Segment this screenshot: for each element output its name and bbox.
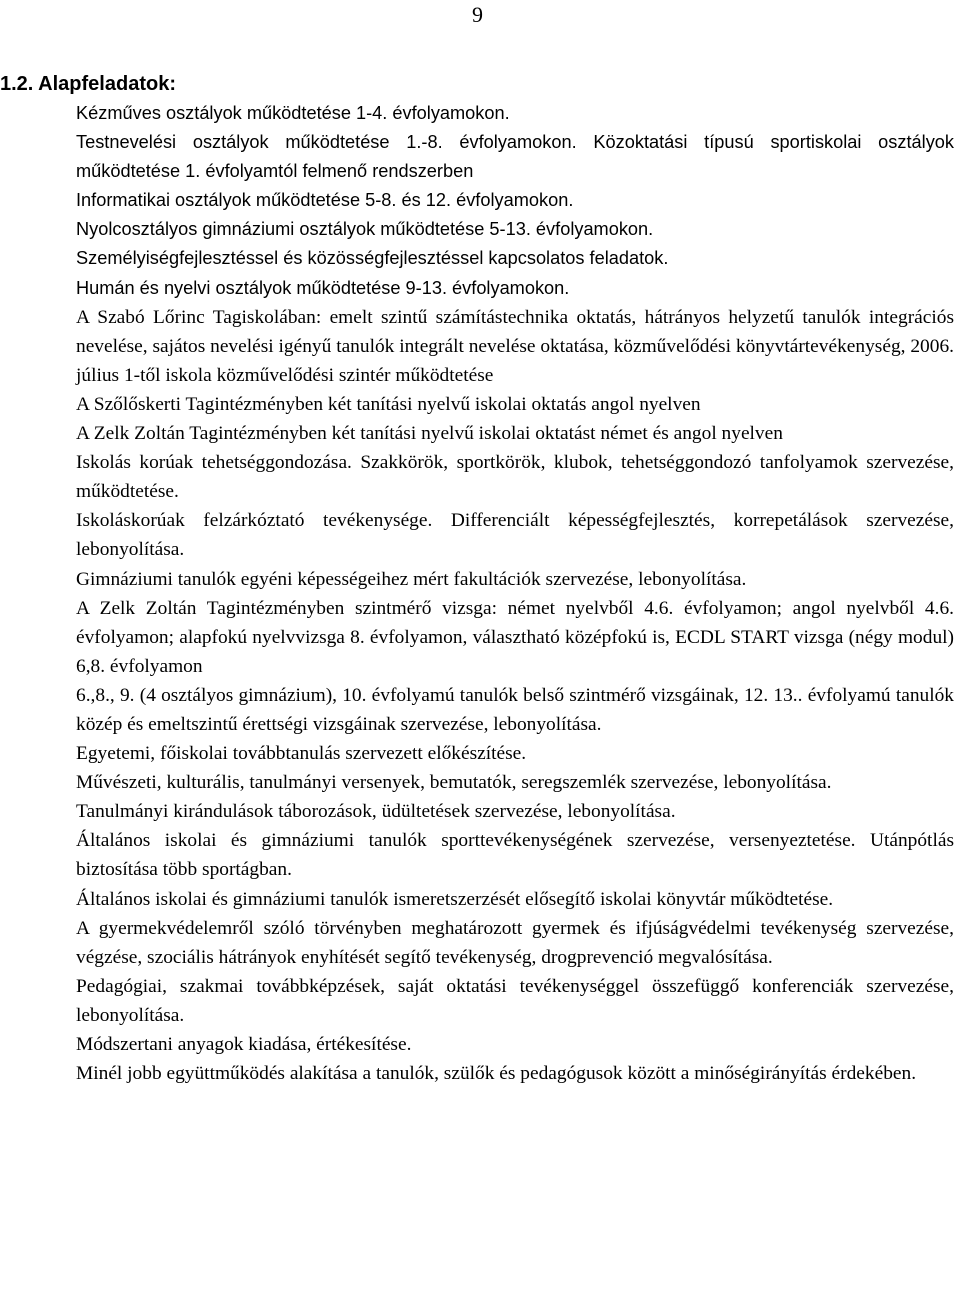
task-item-electives: Gimnáziumi tanulók egyéni képességeihez mért fakultációk szervezése, lebonyolítása. — [76, 568, 747, 590]
task-item-eight-grade-gymnasium: Nyolcosztályos gimnáziumi osztályok működtetése 5-13. évfolyamokon. — [76, 219, 654, 240]
task-list-intro — [76, 99, 954, 303]
task-item-university-prep: Egyetemi, főiskolai továbbtanulás szervezett előkészítése. — [76, 743, 527, 765]
task-item-humanities-classes: Humán és nyelvi osztályok működtetése 9-13. évfolyamokon. — [76, 277, 570, 298]
task-item-catch-up: Iskoláskorúak felzárkóztató tevékenysége. Differenciált képességfejlesztés, korrepetálások szervezése, lebonyolítása. — [76, 510, 954, 561]
task-item-internal-exams: 6.,8., 9. (4 osztályos gimnázium), 10. évfolyamú tanulók belső szintmérő vizsgáinak, 12. 13.. évfolyamú tanulók közép és emeltszintű érettségi vizsgáinak szervezése, lebonyolítása. — [76, 684, 954, 735]
task-item-szoloskert-bilingual: A Szőlőskerti Tagintézményben két tanítási nyelvű iskolai oktatás angol nyelven — [76, 393, 701, 415]
page-number: 9 — [472, 2, 483, 27]
task-item-sports: Általános iskolai és gimnáziumi tanulók sporttevékenységének szervezése, versenyeztetése. Utánpótlás biztosítása több sportágban. — [76, 830, 954, 881]
task-item-personality-development: Személyiségfejlesztéssel és közösségfejlesztéssel kapcsolatos feladatok. — [76, 248, 669, 269]
task-item-child-protection: A gyermekvédelemről szóló törvényben meghatározott gyermek és ifjúságvédelmi tevékenység szervezése, végzése, szociális hátrányok enyhítését segítő tevékenység, drogprevenció megvalósítása. — [76, 917, 954, 968]
section-heading: 1.2. Alapfeladatok: — [0, 73, 176, 95]
task-item-talent-care: Iskolás korúak tehetséggondozása. Szakkörök, sportkörök, klubok, tehetséggondozó tanfolyamok szervezése, működtetése. — [76, 452, 954, 503]
task-item-library: Általános iskolai és gimnáziumi tanulók ismeretszerzését elősegítő iskolai könyvtár működtetése. — [76, 888, 834, 910]
task-item-level-exams: A Zelk Zoltán Tagintézményben szintmérő vizsga: német nyelvből 4.6. évfolyamon; angol nyelvből 4.6. évfolyamon; alapfokú nyelvvizsga 8. évfolyamon, választható középfokú is, ECDL START vizsga (négy modul) 6,8. évfolyamon — [76, 597, 954, 677]
task-item-methodology-materials: Módszertani anyagok kiadása, értékesítése. — [76, 1034, 412, 1055]
task-list — [76, 99, 954, 1088]
task-item-pe-classes: Testnevelési osztályok működtetése 1.-8. évfolyamokon. Közoktatási típusú sportiskolai osztályok működtetése 1. évfolyamtól felmenő rendszerben — [76, 132, 954, 182]
task-item-competitions: Művészeti, kulturális, tanulmányi versenyek, bemutatók, seregszemlék szervezése, lebonyolítása. — [76, 772, 832, 794]
task-item-excursions: Tanulmányi kirándulások táborozások, üdültetések szervezése, lebonyolítása. — [76, 801, 676, 823]
task-item-szabo-lorinc: A Szabó Lőrinc Tagiskolában: emelt szintű számítástechnika oktatás, hátrányos helyzetű tanulók integrációs nevelése, sajátos nevelési igényű tanulók integrált nevelése oktatása, közművelődési könyvtártevékenység, 2006. július 1-től iskola közművelődési szintér működtetése — [76, 306, 954, 386]
task-item-zelk-bilingual: A Zelk Zoltán Tagintézményben két tanítási nyelvű iskolai oktatást német és angol nyelven — [76, 423, 783, 445]
task-item-it-classes: Informatikai osztályok működtetése 5-8. és 12. évfolyamokon. — [76, 190, 574, 211]
task-item-cooperation: Minél jobb együttműködés alakítása a tanulók, szülők és pedagógusok között a minőségirányítás érdekében. — [76, 1063, 917, 1085]
task-item-handicraft: Kézműves osztályok működtetése 1-4. évfolyamokon. — [76, 103, 510, 123]
task-item-teacher-training: Pedagógiai, szakmai továbbképzések, saját oktatási tevékenységgel összefüggő konferenciák szervezése, lebonyolítása. — [76, 975, 954, 1026]
